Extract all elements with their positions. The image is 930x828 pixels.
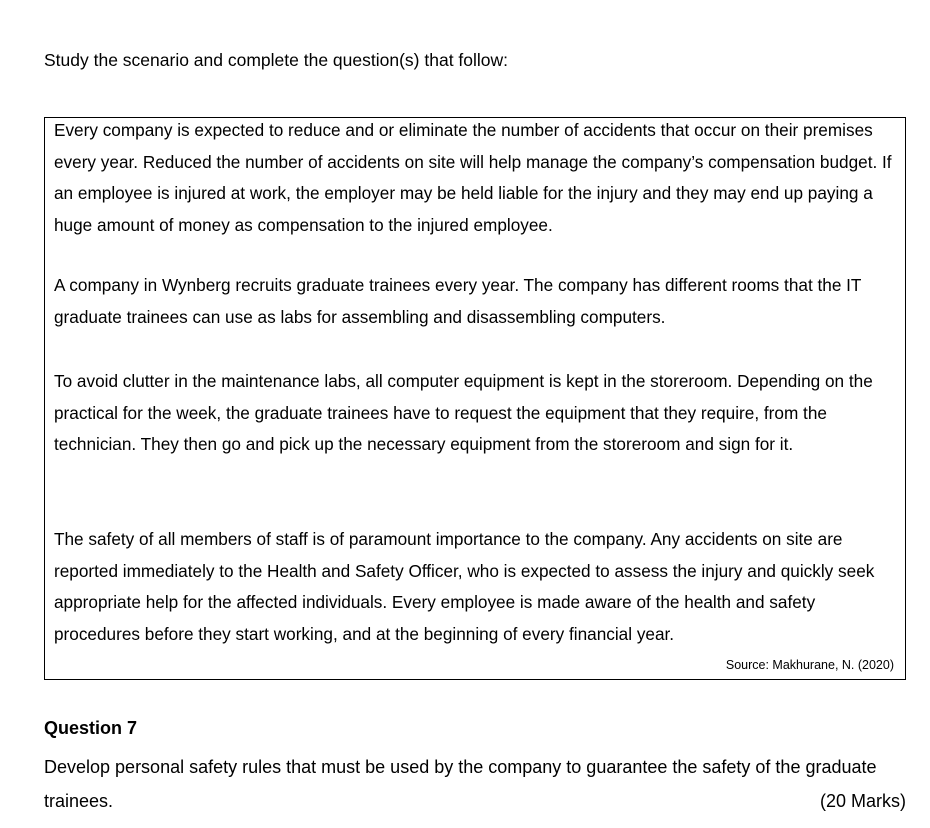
question-text: Develop personal safety rules that must be used by the company to guarantee the safety of the graduate trainees. bbox=[44, 757, 877, 811]
marks-label: (20 Marks) bbox=[819, 791, 906, 811]
scenario-paragraph-4: The safety of all members of staff is of paramount importance to the company. Any accidents on site are reported immediately to the Health and Safety Officer, who is expected to assess the injury and quickly seek appropriate help for the affected individuals. Every employee is made aware of the health and safety procedures before they start working, and at the beginning of every financial year. bbox=[54, 529, 875, 645]
question-title: Question 7 bbox=[44, 718, 138, 738]
scenario-paragraph-2: A company in Wynberg recruits graduate trainees every year. The company has different rooms that the IT graduate trainees can use as labs for assembling and disassembling computers. bbox=[54, 275, 862, 327]
scenario-paragraph-3: To avoid clutter in the maintenance labs, all computer equipment is kept in the storeroom. Depending on the practical for the week, the graduate trainees have to request the equipment that they require, from the technician. They then go and pick up the necessary equipment from the storeroom and sign for it. bbox=[54, 371, 873, 455]
scenario-paragraph-1: Every company is expected to reduce and or eliminate the number of accidents that occur on their premises every year. Reduced the number of accidents on site will help manage the company’s compensation budget. If an employee is injured at work, the employer may be held liable for the injury and they may end up paying a huge amount of money as compensation to the injured employee. bbox=[54, 120, 892, 236]
scenario-box bbox=[44, 117, 906, 680]
source-citation: Source: Makhurane, N. (2020) bbox=[725, 658, 894, 672]
instructions-text: Study the scenario and complete the question(s) that follow: bbox=[44, 50, 509, 70]
